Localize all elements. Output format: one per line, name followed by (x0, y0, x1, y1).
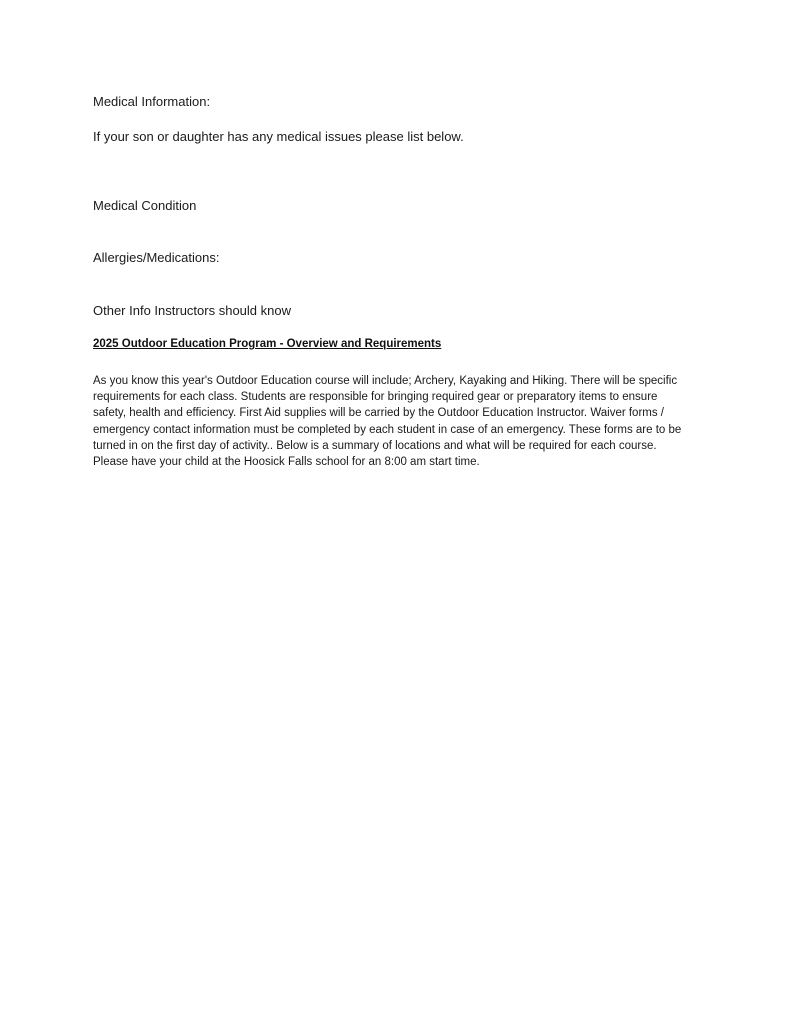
medical-issues-prompt: If your son or daughter has any medical issues please list below. (93, 129, 464, 144)
allergies-medications-label: Allergies/Medications: (93, 250, 220, 265)
overview-paragraph (93, 373, 699, 470)
medical-condition-label: Medical Condition (93, 198, 197, 213)
other-info-label: Other Info Instructors should know (93, 303, 291, 318)
medical-info-label: Medical Information: (93, 94, 211, 109)
overview-line: Please have your child at the Hoosick Falls school for an 8:00 am start time. (93, 456, 480, 469)
overview-line: requirements for each class. Students are responsible for bringing required gear or preparatory items to ensure (93, 391, 658, 404)
overview-line: emergency contact information must be completed by each student in case of an emergency. These forms are to be (93, 423, 682, 436)
overview-line: turned in on the first day of activity.. Below is a summary of locations and what will be required for each course. (93, 439, 657, 452)
overview-heading: 2025 Outdoor Education Program - Overview and Requirements (93, 338, 442, 350)
overview-line: As you know this year's Outdoor Education course will include; Archery, Kayaking and Hiking. There will be specific (93, 375, 678, 387)
overview-line: safety, health and efficiency. First Aid supplies will be carried by the Outdoor Education Instructor. Waiver forms / (93, 407, 665, 420)
